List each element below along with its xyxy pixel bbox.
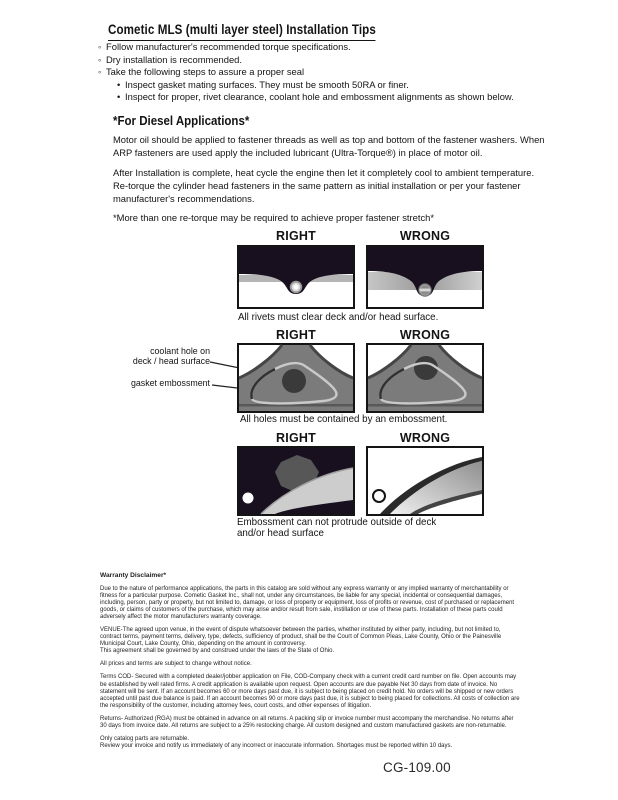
rivet-wrong-diagram	[366, 245, 484, 309]
protrude-right-diagram	[237, 446, 355, 516]
warranty-paragraph: Only catalog parts are returnable.	[100, 736, 190, 743]
warranty-disclaimer-section	[100, 572, 520, 756]
rivet-caption: All rivets must clear deck and/or head surface.	[238, 312, 439, 323]
dot-bullet-icon: •	[117, 91, 121, 103]
embossment-wrong-diagram	[366, 343, 484, 413]
page-number: CG-109.00	[383, 760, 451, 775]
warranty-heading: Warranty Disclaimer*	[100, 572, 167, 579]
circle-bullet-icon: ◦	[98, 66, 102, 78]
list-item	[98, 41, 514, 54]
warranty-paragraph: Review your invoice and notify us immediately of any incorrect or inaccurate information. Shortages must be reported within 10 days.	[100, 743, 453, 750]
warranty-paragraph: Due to the nature of performance applications, the parts in this catalog are sold without any express warranty or any implied warranty of merchantability or fitness for a particular purpose. Cometic Gasket Inc., shall not, under any circumstances, be liable for any special, incidental or consequential damages, including, person, party or property, but not limited to, damage, or loss of property or equipment, loss of profits or revenue, cost of purchased or replacement goods, or claims of customers of the purchase, which may arise and/or result from sale, instillation or use of these parts. Installation of these parts could adversely affect the motor manufacturers warranty coverage.	[100, 586, 515, 621]
warranty-paragraph: Returns- Authorized (RGA) must be obtained in advance on all returns. A packing slip or invoice number must accompany the merchandise. No returns after 30 days from invoice date. All returns are subject to a 25% restocking charge. All custom designed and custom manufactured gaskets are non-returnable.	[100, 715, 514, 729]
circle-bullet-icon: ◦	[98, 53, 102, 65]
embossment-caption: All holes must be contained by an embossment.	[240, 414, 448, 425]
wrong-label: WRONG	[399, 328, 451, 342]
tip-text: Take the following steps to assure a proper seal	[106, 66, 305, 78]
warranty-paragraph: This agreement shall be governed by and construed under the laws of the State of Ohio.	[100, 648, 335, 655]
circle-bullet-icon: ◦	[98, 41, 102, 52]
rivet-right-diagram	[237, 245, 355, 309]
diesel-heading: *For Diesel Applications*	[113, 114, 250, 128]
tip-text: Inspect gasket mating surfaces. They must be smooth 50RA or finer.	[125, 78, 409, 90]
gasket-embossment-pointer-label: gasket embossment	[130, 378, 210, 388]
install-tips-list	[98, 41, 514, 104]
coolant-hole-pointer-label: coolant hole on deck / head surface	[132, 346, 210, 366]
page-title: Cometic MLS (multi layer steel) Installation Tips	[108, 22, 376, 41]
embossment-right-diagram	[237, 343, 355, 413]
tip-text: Dry installation is recommended.	[106, 53, 242, 65]
diesel-applications-section	[113, 114, 545, 231]
list-item	[98, 66, 514, 79]
right-label: RIGHT	[276, 229, 316, 243]
warranty-paragraph: VENUE-The agreed upon venue, in the event of dispute whatsoever between the parties, whether instituted by either party, including, but not limited to, contract terms, payment terms, delivery, type, defects, sufficiency of product, shall be the Court of Common Pleas, Lake County, Ohio or the Painesville Municipal Court, Lake County, Ohio, depending on the amount in controversy.	[100, 626, 502, 648]
wrong-label: WRONG	[399, 229, 451, 243]
dot-bullet-icon: •	[117, 78, 121, 90]
warranty-paragraph: All prices and terms are subject to change without notice.	[100, 661, 252, 668]
diesel-paragraph: Motor oil should be applied to fastener threads as well as top and bottom of the fastener washers. When ARP fasteners are used apply the included lubricant (Ultra-Torque®) in place of motor oil.	[113, 134, 545, 158]
warranty-paragraph: Terms COD- Secured with a completed dealer/jobber application on File, COD-Company check with a current credit card number on file. Open accounts may be established by well rated firms. A credit application is available upon request. Open accounts are due payable Net 30 days from date of invoice. No statement will be sent. If an account becomes 60 or more days past due, it is subject to being placed on credit hold. No orders will be shipped or new orders accepted until past due balance is paid. If an account becomes 90 or more days past due, it is subject to being placed for collections. All costs of collection are the responsibility of the customer, including attorney fees, court costs, and other expenses of litigation.	[100, 674, 520, 709]
right-label: RIGHT	[276, 328, 316, 342]
tip-text: Follow manufacturer's recommended torque specifications.	[106, 41, 351, 52]
list-item	[98, 91, 514, 104]
retorque-note: *More than one re-torque may be required to achieve proper fastener stretch*	[113, 212, 435, 223]
protrude-wrong-diagram	[366, 446, 484, 516]
wrong-label: WRONG	[399, 431, 451, 445]
tip-text: Inspect for proper, rivet clearance, coolant hole and embossment alignments as shown below.	[125, 91, 514, 103]
list-item	[98, 54, 514, 67]
protrude-caption: Embossment can not protrude outside of deck and/or head surface	[237, 517, 437, 539]
list-item	[98, 79, 514, 92]
right-label: RIGHT	[276, 431, 316, 445]
diesel-paragraph: After Installation is complete, heat cycle the engine then let it completely cool to ambient temperature. Re-torque the cylinder head fasteners in the same pattern as initial installation or per your fastener manufacturer's recommendations.	[113, 166, 535, 204]
